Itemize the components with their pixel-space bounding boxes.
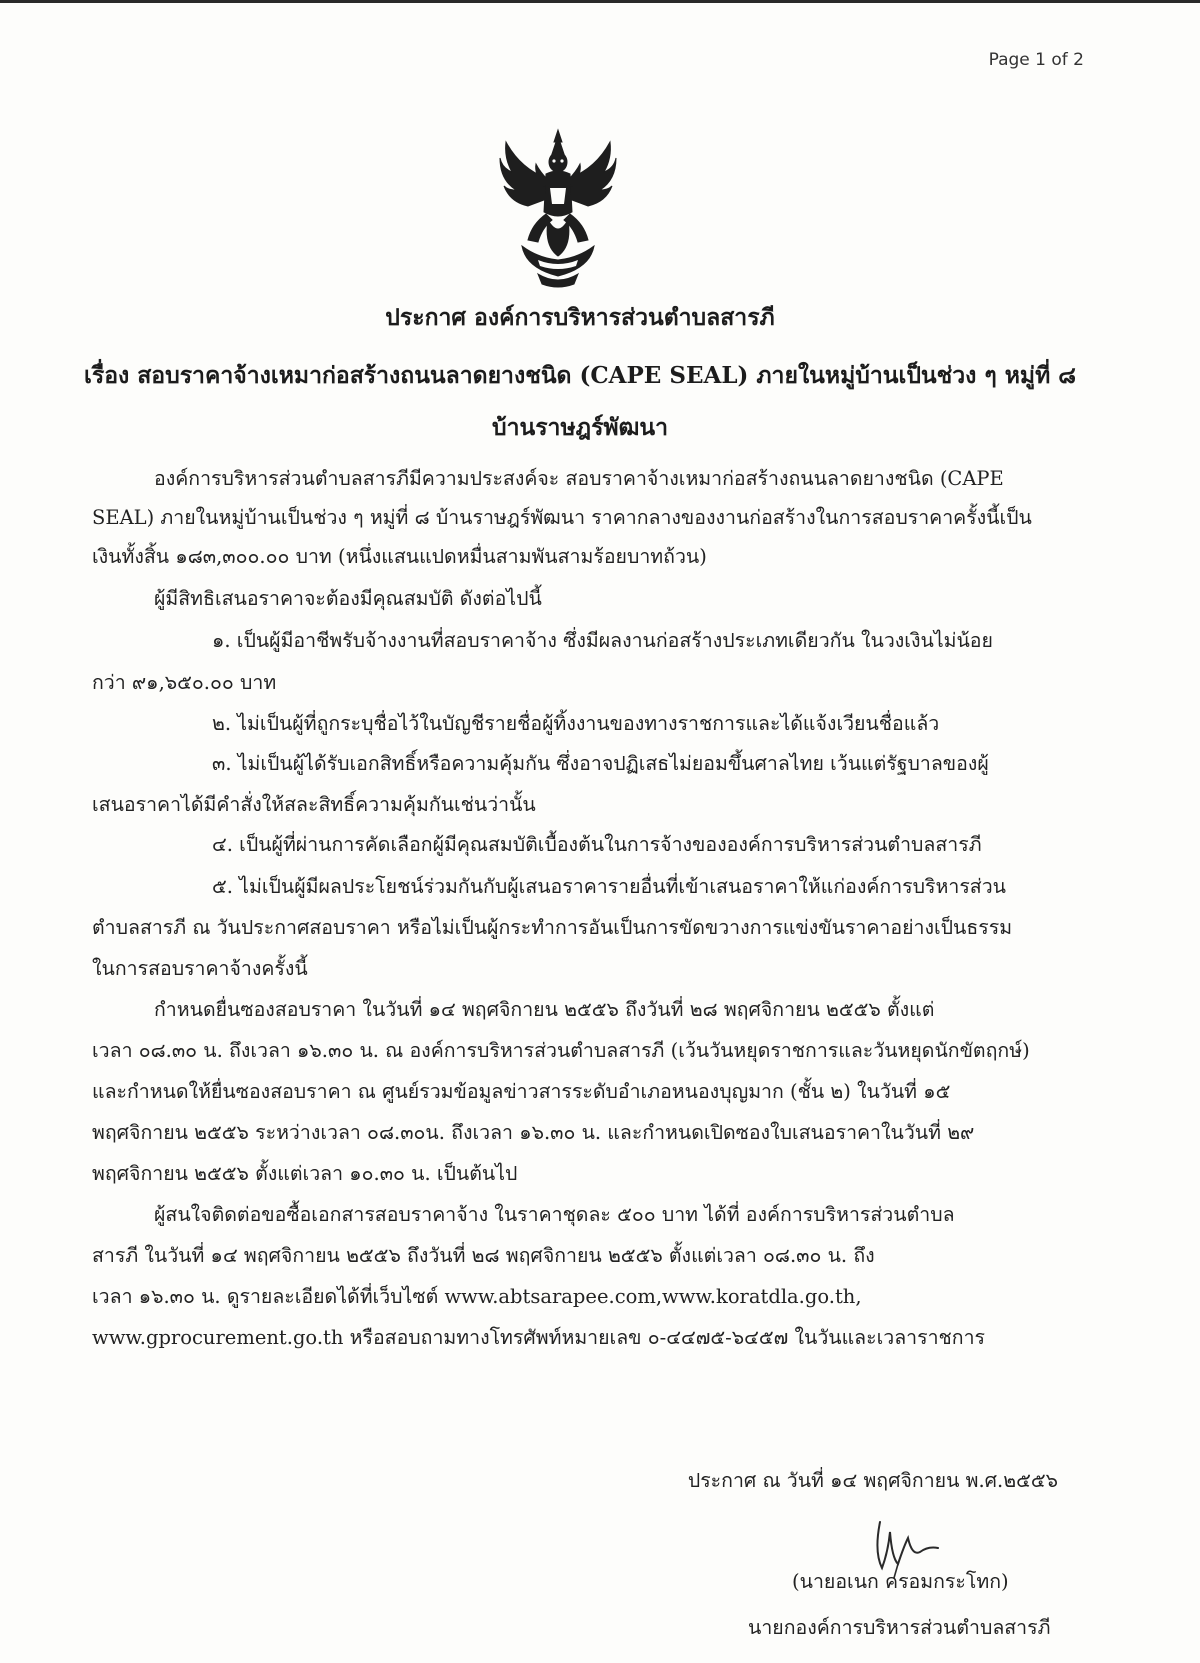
garuda-emblem-icon [498, 128, 618, 288]
schedule-line: กำหนดยื่นซองสอบราคา ในวันที่ ๑๔ พฤศจิกายน ๒๕๕๖ ถึงวันที่ ๒๘ พฤศจิกายน ๒๕๕๖ ตั้งแต่ [154, 998, 935, 1021]
paragraph-line: SEAL) ภายในหมู่บ้านเป็นช่วง ๆ หมู่ที่ ๘ บ้านราษฎร์พัฒนา ราคากลางของงานก่อสร้างในการสอบราคาครั้งนี้เป็น [92, 506, 1032, 529]
qualification-item: ๔. เป็นผู้ที่ผ่านการคัดเลือกผู้มีคุณสมบัติเบื้องต้นในการจ้างขององค์การบริหารส่วนตำบลสารภี [212, 833, 982, 856]
qualification-item-cont: ในการสอบราคาจ้างครั้งนี้ [92, 957, 308, 980]
contact-line: สารภี ในวันที่ ๑๔ พฤศจิกายน ๒๕๕๖ ถึงวันที่ ๒๘ พฤศจิกายน ๒๕๕๖ ตั้งแต่เวลา ๐๘.๓๐ น. ถึง [92, 1244, 875, 1267]
contact-line: เวลา ๑๖.๓๐ น. ดูรายละเอียดได้ที่เว็บไซต์ www.abtsarapee.com,www.koratdla.go.th, [92, 1285, 862, 1308]
scan-top-edge [0, 0, 1200, 3]
qualification-item: ๒. ไม่เป็นผู้ที่ถูกระบุชื่อไว้ในบัญชีรายชื่อผู้ทิ้งงานของทางราชการและได้แจ้งเวียนชื่อแล้ว [212, 712, 940, 735]
schedule-line: พฤศจิกายน ๒๕๕๖ ตั้งแต่เวลา ๑๐.๓๐ น. เป็นต้นไป [92, 1162, 518, 1185]
qualification-item-cont: ตำบลสารภี ณ วันประกาศสอบราคา หรือไม่เป็นผู้กระทำการอันเป็นการขัดขวางการแข่งขันราคาอย่างเป็นธรรม [92, 916, 1013, 939]
qualification-item-cont: เสนอราคาได้มีคำสั่งให้สละสิทธิ์ความคุ้มกันเช่นว่านั้น [92, 793, 536, 816]
schedule-line: และกำหนดให้ยื่นซองสอบราคา ณ ศูนย์รวมข้อมูลข่าวสารระดับอำเภอหนองบุญมาก (ชั้น ๒) ในวันที่ ๑๕ [92, 1080, 951, 1103]
paragraph-line: เงินทั้งสิ้น ๑๘๓,๓๐๐.๐๐ บาท (หนึ่งแสนแปดหมื่นสามพันสามร้อยบาทถ้วน) [92, 545, 707, 568]
qualification-item: ๕. ไม่เป็นผู้มีผลประโยชน์ร่วมกันกับผู้เสนอราคารายอื่นที่เข้าเสนอราคาให้แก่องค์การบริหารส่วน [212, 875, 1006, 898]
announcement-date: ประกาศ ณ วันที่ ๑๔ พฤศจิกายน พ.ศ.๒๕๕๖ [687, 1469, 1058, 1492]
paragraph-line: องค์การบริหารส่วนตำบลสารภีมีความประสงค์จะ สอบราคาจ้างเหมาก่อสร้างถนนลาดยางชนิด (CAPE [154, 467, 1004, 490]
announcement-title: ประกาศ องค์การบริหารส่วนตำบลสารภี [385, 304, 775, 331]
contact-line: ผู้สนใจติดต่อขอซื้อเอกสารสอบราคาจ้าง ในราคาชุดละ ๕๐๐ บาท ได้ที่ องค์การบริหารส่วนตำบล [154, 1203, 955, 1226]
qualifications-intro: ผู้มีสิทธิเสนอราคาจะต้องมีคุณสมบัติ ดังต่อไปนี้ [154, 587, 542, 610]
qualification-item-cont: กว่า ๙๑,๖๕๐.๐๐ บาท [92, 671, 277, 694]
page-number: Page 1 of 2 [988, 50, 1084, 70]
schedule-line: พฤศจิกายน ๒๕๕๖ ระหว่างเวลา ๐๘.๓๐น. ถึงเวลา ๑๖.๓๐ น. และกำหนดเปิดซองใบเสนอราคาในวันที่ ๒๙ [92, 1121, 975, 1144]
qualification-item: ๑. เป็นผู้มีอาชีพรับจ้างงานที่สอบราคาจ้าง ซึ่งมีผลงานก่อสร้างประเภทเดียวกัน ในวงเงินไม่น้อย [212, 629, 993, 652]
schedule-line: เวลา ๐๘.๓๐ น. ถึงเวลา ๑๖.๓๐ น. ณ องค์การบริหารส่วนตำบลสารภี (เว้นวันหยุดราชการและวันหยุดนักขัตฤกษ์) [92, 1039, 1030, 1062]
announcement-subject-cont: บ้านราษฎร์พัฒนา [491, 414, 669, 441]
qualification-item: ๓. ไม่เป็นผู้ได้รับเอกสิทธิ์หรือความคุ้มกัน ซึ่งอาจปฏิเสธไม่ยอมขึ้นศาลไทย เว้นแต่รัฐบาลของผู้ [212, 752, 989, 775]
announcement-subject: เรื่อง สอบราคาจ้างเหมาก่อสร้างถนนลาดยางชนิด (CAPE SEAL) ภายในหมู่บ้านเป็นช่วง ๆ หมู่ที่ ๘ [83, 362, 1077, 389]
signer-name: (นายอเนก ครอมกระโทก) [792, 1570, 1009, 1593]
signer-title: นายกองค์การบริหารส่วนตำบลสารภี [748, 1616, 1051, 1639]
contact-line: www.gprocurement.go.th หรือสอบถามทางโทรศัพท์หมายเลข ๐-๔๔๗๕-๖๔๕๗ ในวันและเวลาราชการ [92, 1326, 986, 1349]
